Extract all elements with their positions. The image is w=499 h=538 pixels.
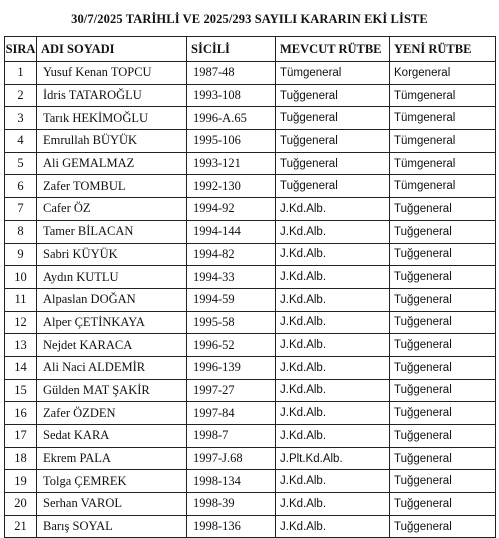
table-row xyxy=(5,402,496,425)
cell-new-rank: Tuğgeneral xyxy=(390,334,496,357)
cell-registry: 1998-136 xyxy=(187,515,276,538)
cell-new-rank: Tuğgeneral xyxy=(390,266,496,289)
table-row xyxy=(5,311,496,334)
cell-name: Serhan VAROL xyxy=(37,493,187,516)
cell-current-rank: J.Kd.Alb. xyxy=(276,311,390,334)
table-row xyxy=(5,447,496,470)
column-header-new-rank: YENİ RÜTBE xyxy=(390,37,496,62)
table-row xyxy=(5,425,496,448)
cell-registry: 1994-59 xyxy=(187,288,276,311)
table-row xyxy=(5,220,496,243)
table-row xyxy=(5,379,496,402)
cell-order: 5 xyxy=(5,152,37,175)
cell-name: İdris TATAROĞLU xyxy=(37,84,187,107)
cell-order: 12 xyxy=(5,311,37,334)
cell-name: Ekrem PALA xyxy=(37,447,187,470)
column-header-current-rank: MEVCUT RÜTBE xyxy=(276,37,390,62)
cell-order: 11 xyxy=(5,288,37,311)
cell-current-rank: J.Kd.Alb. xyxy=(276,266,390,289)
cell-registry: 1998-39 xyxy=(187,493,276,516)
cell-current-rank: Tuğgeneral xyxy=(276,175,390,198)
table-row xyxy=(5,334,496,357)
cell-order: 9 xyxy=(5,243,37,266)
cell-registry: 1994-92 xyxy=(187,198,276,221)
cell-order: 3 xyxy=(5,107,37,130)
cell-registry: 1997-27 xyxy=(187,379,276,402)
cell-registry: 1997-J.68 xyxy=(187,447,276,470)
cell-registry: 1987-48 xyxy=(187,62,276,85)
table-row xyxy=(5,515,496,538)
cell-name: Sabri KÜYÜK xyxy=(37,243,187,266)
cell-new-rank: Tuğgeneral xyxy=(390,311,496,334)
cell-new-rank: Tümgeneral xyxy=(390,107,496,130)
table-row xyxy=(5,198,496,221)
cell-current-rank: J.Kd.Alb. xyxy=(276,356,390,379)
cell-new-rank: Tümgeneral xyxy=(390,84,496,107)
table-body xyxy=(5,62,496,538)
cell-name: Nejdet KARACA xyxy=(37,334,187,357)
cell-new-rank: Tuğgeneral xyxy=(390,425,496,448)
cell-name: Tolga ÇEMREK xyxy=(37,470,187,493)
cell-order: 6 xyxy=(5,175,37,198)
cell-registry: 1998-134 xyxy=(187,470,276,493)
cell-order: 15 xyxy=(5,379,37,402)
table-row xyxy=(5,130,496,153)
cell-new-rank: Tuğgeneral xyxy=(390,493,496,516)
cell-current-rank: J.Kd.Alb. xyxy=(276,334,390,357)
cell-registry: 1996-A.65 xyxy=(187,107,276,130)
cell-order: 2 xyxy=(5,84,37,107)
cell-registry: 1994-82 xyxy=(187,243,276,266)
cell-order: 20 xyxy=(5,493,37,516)
cell-current-rank: J.Kd.Alb. xyxy=(276,402,390,425)
cell-order: 16 xyxy=(5,402,37,425)
cell-name: Zafer TOMBUL xyxy=(37,175,187,198)
cell-current-rank: J.Kd.Alb. xyxy=(276,243,390,266)
cell-new-rank: Tuğgeneral xyxy=(390,402,496,425)
table-row xyxy=(5,493,496,516)
table-row xyxy=(5,356,496,379)
cell-name: Aydın KUTLU xyxy=(37,266,187,289)
cell-new-rank: Tuğgeneral xyxy=(390,198,496,221)
cell-name: Tamer BİLACAN xyxy=(37,220,187,243)
cell-order: 17 xyxy=(5,425,37,448)
cell-name: Yusuf Kenan TOPCU xyxy=(37,62,187,85)
cell-registry: 1992-130 xyxy=(187,175,276,198)
cell-registry: 1997-84 xyxy=(187,402,276,425)
cell-order: 21 xyxy=(5,515,37,538)
cell-registry: 1993-108 xyxy=(187,84,276,107)
cell-name: Alper ÇETİNKAYA xyxy=(37,311,187,334)
cell-current-rank: J.Kd.Alb. xyxy=(276,470,390,493)
table-row xyxy=(5,243,496,266)
cell-registry: 1995-58 xyxy=(187,311,276,334)
cell-name: Gülden MAT ŞAKİR xyxy=(37,379,187,402)
table-header-row xyxy=(5,37,496,62)
cell-registry: 1994-33 xyxy=(187,266,276,289)
cell-name: Zafer ÖZDEN xyxy=(37,402,187,425)
cell-current-rank: Tuğgeneral xyxy=(276,84,390,107)
cell-order: 10 xyxy=(5,266,37,289)
cell-current-rank: Tümgeneral xyxy=(276,62,390,85)
table-row xyxy=(5,470,496,493)
cell-order: 7 xyxy=(5,198,37,221)
cell-order: 1 xyxy=(5,62,37,85)
page-title: 30/7/2025 TARİHLİ VE 2025/293 SAYILI KARARIN EKİ LİSTE xyxy=(71,12,428,26)
column-header-name: ADI SOYADI xyxy=(37,37,187,62)
cell-new-rank: Tuğgeneral xyxy=(390,220,496,243)
cell-new-rank: Tuğgeneral xyxy=(390,288,496,311)
cell-name: Ali GEMALMAZ xyxy=(37,152,187,175)
cell-new-rank: Tuğgeneral xyxy=(390,379,496,402)
table-row xyxy=(5,266,496,289)
cell-registry: 1996-52 xyxy=(187,334,276,357)
promotion-list-table xyxy=(4,36,496,538)
table-row xyxy=(5,288,496,311)
cell-name: Sedat KARA xyxy=(37,425,187,448)
cell-current-rank: Tuğgeneral xyxy=(276,130,390,153)
cell-new-rank: Korgeneral xyxy=(390,62,496,85)
cell-new-rank: Tuğgeneral xyxy=(390,515,496,538)
cell-order: 4 xyxy=(5,130,37,153)
cell-name: Alpaslan DOĞAN xyxy=(37,288,187,311)
cell-current-rank: Tuğgeneral xyxy=(276,152,390,175)
cell-order: 19 xyxy=(5,470,37,493)
cell-order: 13 xyxy=(5,334,37,357)
cell-registry: 1993-121 xyxy=(187,152,276,175)
cell-current-rank: J.Kd.Alb. xyxy=(276,198,390,221)
column-header-registry: SİCİLİ xyxy=(187,37,276,62)
cell-current-rank: J.Kd.Alb. xyxy=(276,220,390,243)
cell-current-rank: J.Kd.Alb. xyxy=(276,425,390,448)
cell-registry: 1996-139 xyxy=(187,356,276,379)
cell-registry: 1998-7 xyxy=(187,425,276,448)
cell-new-rank: Tuğgeneral xyxy=(390,356,496,379)
cell-current-rank: Tuğgeneral xyxy=(276,107,390,130)
cell-registry: 1995-106 xyxy=(187,130,276,153)
table-row xyxy=(5,62,496,85)
cell-current-rank: J.Kd.Alb. xyxy=(276,288,390,311)
cell-order: 18 xyxy=(5,447,37,470)
cell-current-rank: J.Plt.Kd.Alb. xyxy=(276,447,390,470)
cell-name: Emrullah BÜYÜK xyxy=(37,130,187,153)
table-row xyxy=(5,175,496,198)
cell-name: Ali Naci ALDEMİR xyxy=(37,356,187,379)
cell-current-rank: J.Kd.Alb. xyxy=(276,515,390,538)
cell-order: 14 xyxy=(5,356,37,379)
column-header-order: SIRA xyxy=(5,37,37,62)
cell-name: Tarık HEKİMOĞLU xyxy=(37,107,187,130)
cell-current-rank: J.Kd.Alb. xyxy=(276,493,390,516)
cell-new-rank: Tümgeneral xyxy=(390,175,496,198)
table-row xyxy=(5,107,496,130)
cell-new-rank: Tuğgeneral xyxy=(390,447,496,470)
cell-name: Barış SOYAL xyxy=(37,515,187,538)
cell-order: 8 xyxy=(5,220,37,243)
cell-new-rank: Tümgeneral xyxy=(390,152,496,175)
table-row xyxy=(5,152,496,175)
cell-new-rank: Tuğgeneral xyxy=(390,243,496,266)
cell-new-rank: Tümgeneral xyxy=(390,130,496,153)
cell-new-rank: Tuğgeneral xyxy=(390,470,496,493)
cell-current-rank: J.Kd.Alb. xyxy=(276,379,390,402)
table-row xyxy=(5,84,496,107)
cell-registry: 1994-144 xyxy=(187,220,276,243)
cell-name: Cafer ÖZ xyxy=(37,198,187,221)
